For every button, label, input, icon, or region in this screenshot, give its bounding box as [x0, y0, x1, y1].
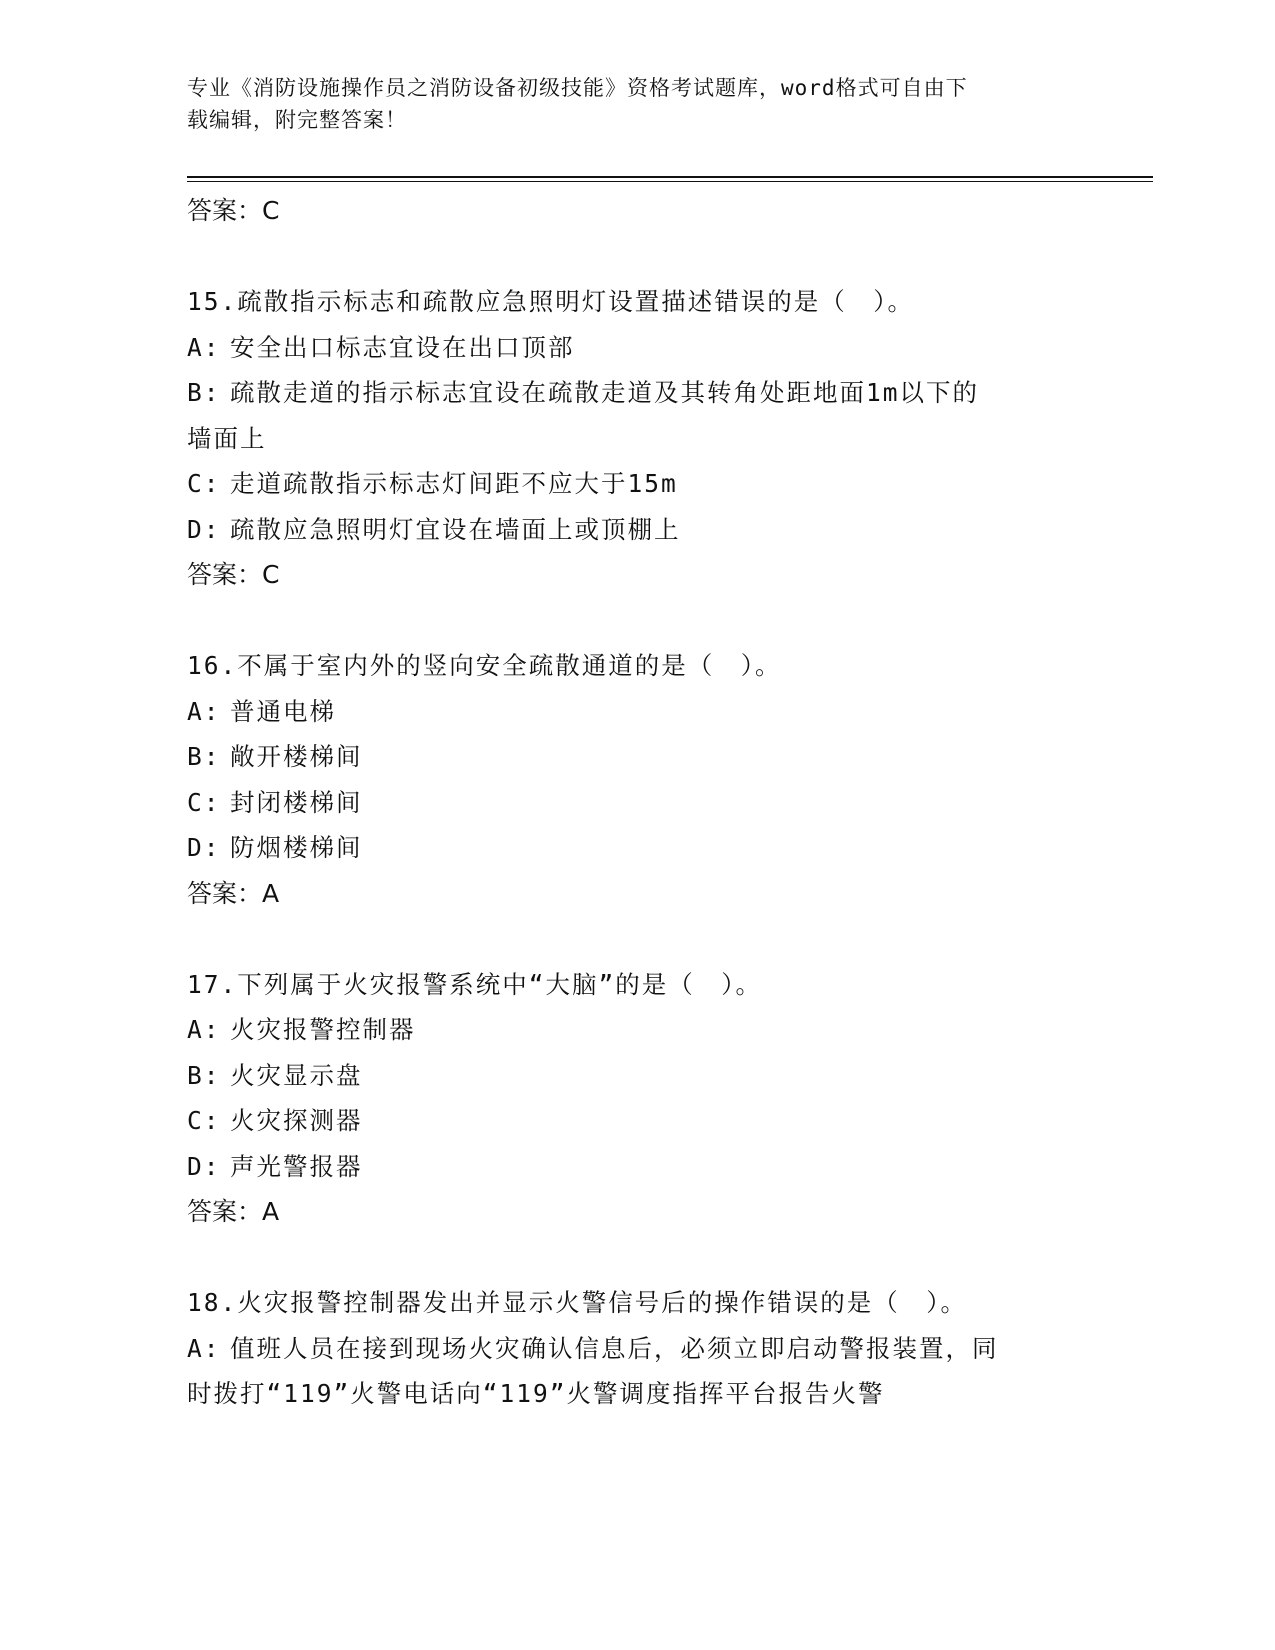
option-label: B:: [187, 742, 221, 771]
question-stem: 16.不属于室内外的竖向安全疏散通道的是（ ）。: [187, 651, 782, 680]
option-text: 火灾显示盘: [230, 1060, 363, 1090]
option-text: 疏散应急照明灯宜设在墙面上或顶棚上: [230, 514, 681, 544]
header-line-2: 载编辑，附完整答案！: [187, 108, 407, 132]
spacer: [187, 1235, 1087, 1281]
question-stem: 15.疏散指示标志和疏散应急照明灯设置描述错误的是（ ）。: [187, 287, 914, 316]
option-label: C:: [187, 1106, 221, 1135]
question-content: [187, 188, 1087, 1417]
option-text: 值班人员在接到现场火灾确认信息后，必须立即启动警报装置，同: [230, 1333, 999, 1363]
option-a: [187, 1007, 1087, 1053]
question-17: [187, 962, 1087, 1235]
option-text: 火灾探测器: [230, 1106, 363, 1135]
question-18: [187, 1280, 1087, 1417]
option-a: [187, 689, 1087, 735]
option-label: A:: [187, 1015, 221, 1044]
option-label: B:: [187, 378, 221, 407]
option-label: C:: [187, 787, 221, 817]
option-text: 火灾报警控制器: [230, 1015, 416, 1044]
option-label: A:: [187, 332, 221, 362]
option-b: [187, 370, 1087, 416]
option-d: [187, 825, 1087, 871]
option-text: 普通电梯: [230, 696, 336, 726]
option-label: B:: [187, 1060, 221, 1090]
option-label: D:: [187, 514, 221, 544]
header-rule-thick: [187, 176, 1153, 178]
spacer: [187, 234, 1087, 280]
option-label: A:: [187, 1333, 221, 1363]
option-text: 敞开楼梯间: [230, 742, 363, 771]
answer: 答案：C: [187, 560, 280, 589]
option-label: D:: [187, 1151, 221, 1181]
option-b: [187, 734, 1087, 780]
question-stem: 17.下列属于火灾报警系统中“大脑”的是（ ）。: [187, 969, 762, 999]
question-16: [187, 643, 1087, 916]
option-b-continuation: 墙面上: [187, 423, 267, 453]
option-b: [187, 1053, 1087, 1099]
spacer: [187, 916, 1087, 962]
option-label: D:: [187, 833, 221, 862]
answer: 答案：A: [187, 878, 280, 908]
header-line-1: 专业《消防设施操作员之消防设备初级技能》资格考试题库，word格式可自由下: [187, 76, 968, 100]
option-a-continuation: 时拨打“119”火警电话向“119”火警调度指挥平台报告火警: [187, 1379, 885, 1408]
option-d: [187, 1144, 1087, 1190]
option-label: C:: [187, 469, 221, 498]
option-a: [187, 325, 1087, 371]
option-c: [187, 461, 1087, 507]
option-text: 安全出口标志宜设在出口顶部: [230, 332, 575, 362]
header-rule-thin: [187, 181, 1153, 182]
option-text: 封闭楼梯间: [230, 787, 363, 817]
answer: 答案：A: [187, 1197, 280, 1226]
option-c: [187, 1098, 1087, 1144]
option-text: 声光警报器: [230, 1151, 363, 1181]
option-text: 防烟楼梯间: [230, 833, 363, 862]
option-c: [187, 780, 1087, 826]
question-stem: 18.火灾报警控制器发出并显示火警信号后的操作错误的是（ ）。: [187, 1288, 967, 1317]
page-header: [187, 72, 1067, 136]
option-text: 疏散走道的指示标志宜设在疏散走道及其转角处距地面1m以下的: [230, 378, 979, 407]
option-text: 走道疏散指示标志灯间距不应大于15m: [230, 469, 678, 498]
option-label: A:: [187, 696, 221, 726]
question-15: [187, 279, 1087, 598]
previous-answer: 答案：C: [187, 196, 280, 225]
option-d: [187, 507, 1087, 553]
option-a: [187, 1326, 1087, 1372]
spacer: [187, 598, 1087, 644]
